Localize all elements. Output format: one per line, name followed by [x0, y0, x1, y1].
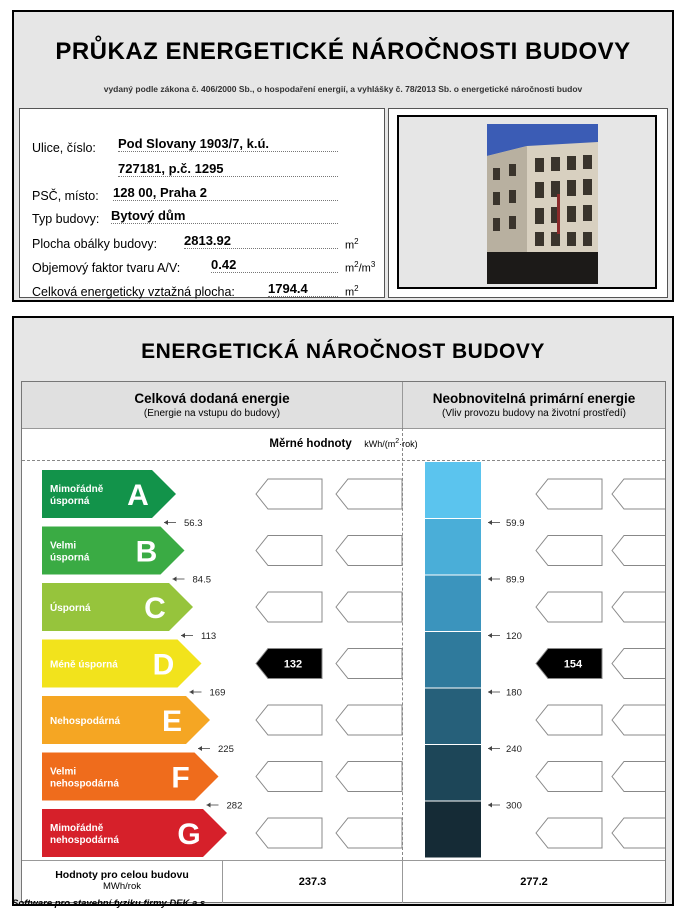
threshold-right: 120: [506, 631, 522, 642]
primary-scale-block-d: [425, 632, 481, 689]
pointer-box-left2-f: [336, 762, 402, 792]
type-label: Typ budovy:: [32, 212, 100, 226]
threshold-left: 56.3: [184, 518, 203, 529]
section-title: ENERGETICKÁ NÁROČNOST BUDOVY: [141, 340, 545, 363]
energy-class-scale: [22, 460, 665, 860]
building-info-box: [19, 108, 385, 298]
street-label: Ulice, číslo:: [32, 141, 96, 155]
pointer-box-right2-b: [612, 536, 665, 566]
area-unit: $m^2$: [345, 284, 359, 299]
threshold-arrow-left: [173, 577, 177, 582]
primary-energy-rating-value: 154: [563, 658, 583, 671]
delivered-energy-title: Celková dodaná energie: [134, 391, 290, 406]
pointer-box-right2-g: [612, 818, 665, 848]
class-label-f: Velmi: [50, 766, 77, 778]
delivered-energy-rating-value: 132: [283, 658, 303, 671]
class-letter-e: E: [161, 705, 183, 738]
threshold-arrow-right: [488, 690, 492, 695]
pointer-box-right2-a: [612, 479, 665, 509]
class-label-g: nehospodárná: [50, 835, 119, 846]
class-label-d: Méně úsporná: [50, 659, 118, 671]
pointer-box-left2-c: [336, 592, 402, 622]
primary-energy-title: Neobnovitelná primární energie: [432, 391, 636, 406]
area-label: Celková energeticky vztažná plocha:: [32, 285, 235, 299]
street-value-1: Pod Slovany 1903/7, k.ú.: [118, 136, 338, 152]
threshold-arrow-right: [488, 520, 492, 525]
pointer-box-left2-e: [336, 705, 402, 735]
factor-label: Objemový faktor tvaru A/V:: [32, 261, 181, 275]
envelope-label: Plocha obálky budovy:: [32, 237, 158, 251]
primary-scale-block-g: [425, 801, 481, 858]
class-label-g: Mimořádně: [50, 823, 104, 834]
pointer-box-right-c: [536, 592, 602, 622]
certificate-title: PRŮKAZ ENERGETICKÉ NÁROČNOSTI BUDOVY: [55, 38, 631, 65]
totals-unit: MWh/rok: [103, 881, 141, 892]
pointer-box-right2-f: [612, 762, 665, 792]
factor-value: 0.42: [211, 257, 338, 273]
primary-scale-block-b: [425, 519, 481, 576]
threshold-arrow-right: [488, 633, 492, 638]
factor-unit: $m^2/m^3$: [345, 260, 376, 275]
pointer-box-left-b: [256, 536, 322, 566]
pointer-box-right-g: [536, 818, 602, 848]
type-value: Bytový dům: [111, 208, 338, 224]
threshold-arrow-left: [198, 746, 202, 751]
threshold-left: 169: [209, 687, 226, 699]
pointer-box-right-a: [536, 479, 602, 509]
threshold-arrow-right: [488, 746, 492, 751]
specific-values-label: Měrné hodnoty: [269, 438, 352, 450]
class-letter-a: A: [127, 479, 149, 512]
class-label-a: úsporná: [50, 496, 90, 507]
primary-energy-header: [403, 382, 665, 429]
class-label-b: úsporná: [50, 552, 90, 564]
area-value: 1794.4: [268, 281, 338, 297]
class-label-f: nehospodárná: [50, 778, 119, 790]
building-photo: [487, 124, 598, 284]
psc-label: PSČ, místo:: [32, 189, 99, 203]
class-label-a: Mimořádně: [50, 484, 104, 495]
totals-row: [22, 860, 665, 903]
specific-values-row: [22, 428, 665, 461]
pointer-box-right2-d: [612, 649, 665, 679]
threshold-left: 113: [201, 631, 217, 642]
psc-value: 128 00, Praha 2: [113, 185, 338, 201]
pointer-box-left2-b: [336, 536, 402, 566]
street-value-2: 727181, p.č. 1295: [118, 161, 338, 177]
pointer-box-right-e: [536, 705, 602, 735]
pointer-box-left2-g: [336, 818, 402, 848]
threshold-left: 225: [218, 744, 234, 755]
building-photo-area: [397, 115, 657, 289]
primary-scale-block-f: [425, 745, 481, 802]
pointer-box-left-a: [256, 479, 322, 509]
threshold-arrow-left: [164, 520, 168, 525]
threshold-arrow-right: [488, 803, 492, 808]
certificate-header-panel: [12, 10, 674, 302]
threshold-left: 84.5: [192, 574, 211, 586]
pointer-box-left-e: [256, 705, 322, 735]
pointer-box-right2-c: [612, 592, 665, 622]
pointer-box-left-g: [256, 818, 322, 848]
envelope-value: 2813.92: [184, 233, 338, 249]
pointer-box-left2-a: [336, 479, 402, 509]
pointer-box-right-f: [536, 762, 602, 792]
primary-scale-block-c: [425, 575, 481, 632]
threshold-arrow-right: [488, 577, 492, 582]
software-credit: Software pro stavební fyziku firmy DEK a.s.: [12, 898, 208, 909]
primary-energy-subtitle: (Vliv provozu budovy na životní prostředí): [442, 408, 626, 419]
class-label-b: Velmi: [50, 540, 77, 552]
threshold-right: 59.9: [506, 518, 525, 529]
totals-label-cell: [22, 861, 223, 903]
certificate-subtitle: vydaný podle zákona č. 406/2000 Sb., o hospodaření energií, a vyhlášky č. 78/2013 Sb. o energetické náročnosti budov: [103, 84, 583, 94]
total-delivered-energy: 237.3: [223, 861, 403, 903]
delivered-energy-header: [22, 382, 403, 429]
class-label-e: Nehospodárná: [50, 716, 121, 727]
primary-scale-block-e: [425, 688, 481, 745]
delivered-energy-subtitle: (Energie na vstupu do budovy): [143, 408, 281, 419]
pointer-box-left-f: [256, 762, 322, 792]
threshold-arrow-left: [207, 803, 211, 808]
threshold-arrow-left: [181, 633, 185, 638]
class-letter-f: F: [171, 761, 190, 795]
threshold-left: 282: [226, 800, 243, 812]
total-primary-energy: 277.2: [520, 876, 548, 888]
pointer-box-right-b: [536, 536, 602, 566]
class-letter-b: B: [135, 535, 158, 569]
pointer-box-right2-e: [612, 705, 665, 735]
threshold-right: 180: [506, 687, 522, 699]
envelope-unit: $m^2$: [345, 237, 359, 252]
energy-performance-panel: [12, 316, 674, 906]
class-label-c: Úsporná: [50, 603, 91, 614]
primary-scale-block-a: [425, 462, 481, 519]
building-photo-frame: [388, 108, 668, 298]
threshold-right: 300: [506, 800, 522, 812]
class-letter-g: G: [177, 818, 201, 851]
energy-scale-area: [21, 381, 666, 903]
threshold-arrow-left: [190, 690, 194, 695]
pointer-box-left2-d: [336, 649, 402, 679]
class-letter-d: D: [152, 648, 175, 682]
totals-label: Hodnoty pro celou budovu: [55, 869, 189, 881]
pointer-box-left-c: [256, 592, 322, 622]
class-letter-c: C: [144, 592, 166, 625]
specific-values-unit: kWh/$(m^2\cdot rok)$: [364, 438, 418, 449]
threshold-right: 240: [506, 744, 522, 755]
threshold-right: 89.9: [506, 574, 525, 586]
